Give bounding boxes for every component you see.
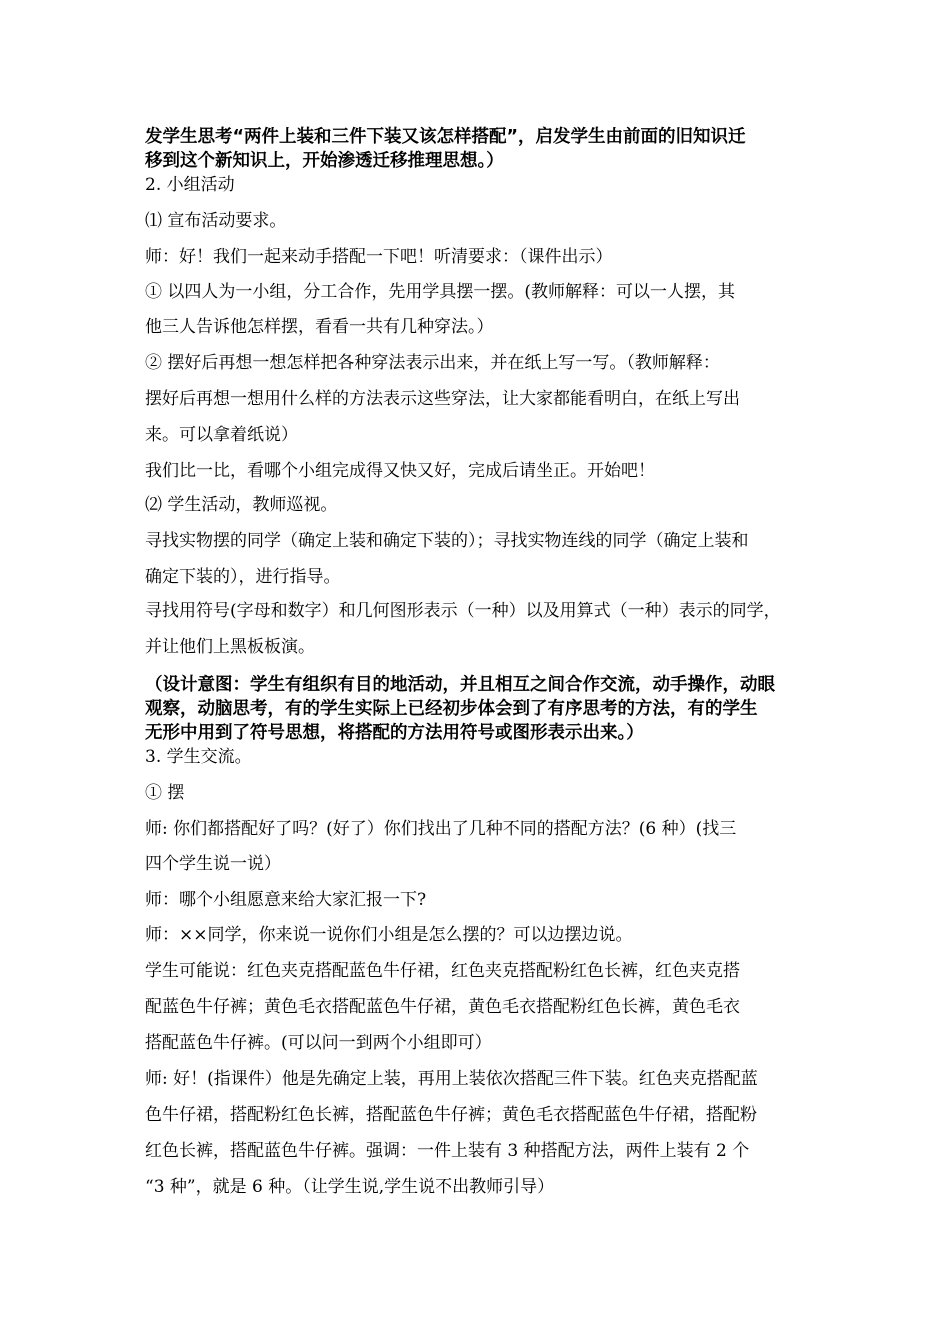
paragraph-line: 搭配蓝色牛仔裤。(可以问一到两个小组即可） (145, 1033, 492, 1053)
paragraph-line: 我们比一比，看哪个小组完成得又快又好，完成后请坐正。开始吧！ (145, 461, 655, 481)
paragraph-line: 摆好后再想一想用什么样的方法表示这些穿法，让大家都能看明白，在纸上写出 (145, 389, 740, 409)
paragraph-line: 四个学生说一说） (145, 854, 281, 874)
design-intent-note: 无形中用到了符号思想，将搭配的方法用符号或图形表示出来。） (145, 723, 644, 743)
design-intent-note: （设计意图：学生有组织有目的地活动，并且相互之间合作交流，动手操作，动眼 (145, 675, 775, 695)
paragraph-line: 学生可能说：红色夹克搭配蓝色牛仔裙，红色夹克搭配粉红色长裤，红色夹克搭 (145, 961, 740, 981)
paragraph-line: ① 摆 (145, 783, 185, 803)
paragraph-line: ① 以四人为一小组，分工合作，先用学具摆一摆。(教师解释：可以一人摆，其 (145, 282, 736, 302)
paragraph-line: 师: 你们都搭配好了吗？(好了）你们找出了几种不同的搭配方法？(6 种）(找三 (145, 819, 737, 839)
design-intent-note: 观察，动脑思考，有的学生实际上已经初步体会到了有序思考的方法，有的学生 (145, 699, 758, 719)
section-heading: 3. 学生交流。 (145, 747, 252, 767)
paragraph-line: 师：××同学，你来说一说你们小组是怎么摆的？可以边摆边说。 (145, 925, 633, 945)
paragraph-line: 师: 好！(指课件）他是先确定上装，再用上装依次搭配三件下装。红色夹克搭配蓝 (145, 1069, 758, 1089)
paragraph-line: ⑵ 学生活动，教师巡视。 (145, 495, 338, 515)
paragraph-line: 红色长裤，搭配蓝色牛仔裤。强调：一件上装有 3 种搭配方法，两件上装有 2 个 (145, 1141, 750, 1161)
paragraph-line: 发学生思考“两件上装和三件下装又该怎样搭配”，启发学生由前面的旧知识迁 (145, 127, 746, 147)
paragraph-line: 移到这个新知识上，开始渗透迁移推理思想。） (145, 151, 504, 171)
section-heading: 2. 小组活动 (145, 175, 235, 195)
paragraph-line: 他三人告诉他怎样摆，看看一共有几种穿法。） (145, 317, 494, 337)
paragraph-line: ② 摆好后再想一想怎样把各种穿法表示出来，并在纸上写一写。（教师解释： (145, 353, 720, 373)
paragraph-line: 并让他们上黑板板演。 (145, 637, 315, 657)
paragraph-line: “3 种”，就是 6 种。（让学生说,学生说不出教师引导） (145, 1177, 555, 1197)
paragraph-line: ⑴ 宣布活动要求。 (145, 211, 287, 231)
paragraph-line: 寻找实物摆的同学（确定上装和确定下装的）；寻找实物连线的同学（确定上装和 (145, 531, 749, 551)
paragraph-line: 师：哪个小组愿意来给大家汇报一下? (145, 890, 427, 910)
paragraph-line: 师：好！我们一起来动手搭配一下吧！听清要求：（课件出示） (145, 247, 613, 267)
paragraph-line: 色牛仔裙，搭配粉红色长裤，搭配蓝色牛仔裤；黄色毛衣搭配蓝色牛仔裙，搭配粉 (145, 1105, 757, 1125)
paragraph-line: 寻找用符号(字母和数字）和几何图形表示（一种）以及用算式（一种）表示的同学， (145, 601, 781, 621)
paragraph-line: 配蓝色牛仔裤；黄色毛衣搭配蓝色牛仔裙，黄色毛衣搭配粉红色长裤，黄色毛衣 (145, 997, 740, 1017)
paragraph-line: 确定下装的），进行指导。 (145, 567, 341, 587)
paragraph-line: 来。可以拿着纸说） (145, 425, 298, 445)
